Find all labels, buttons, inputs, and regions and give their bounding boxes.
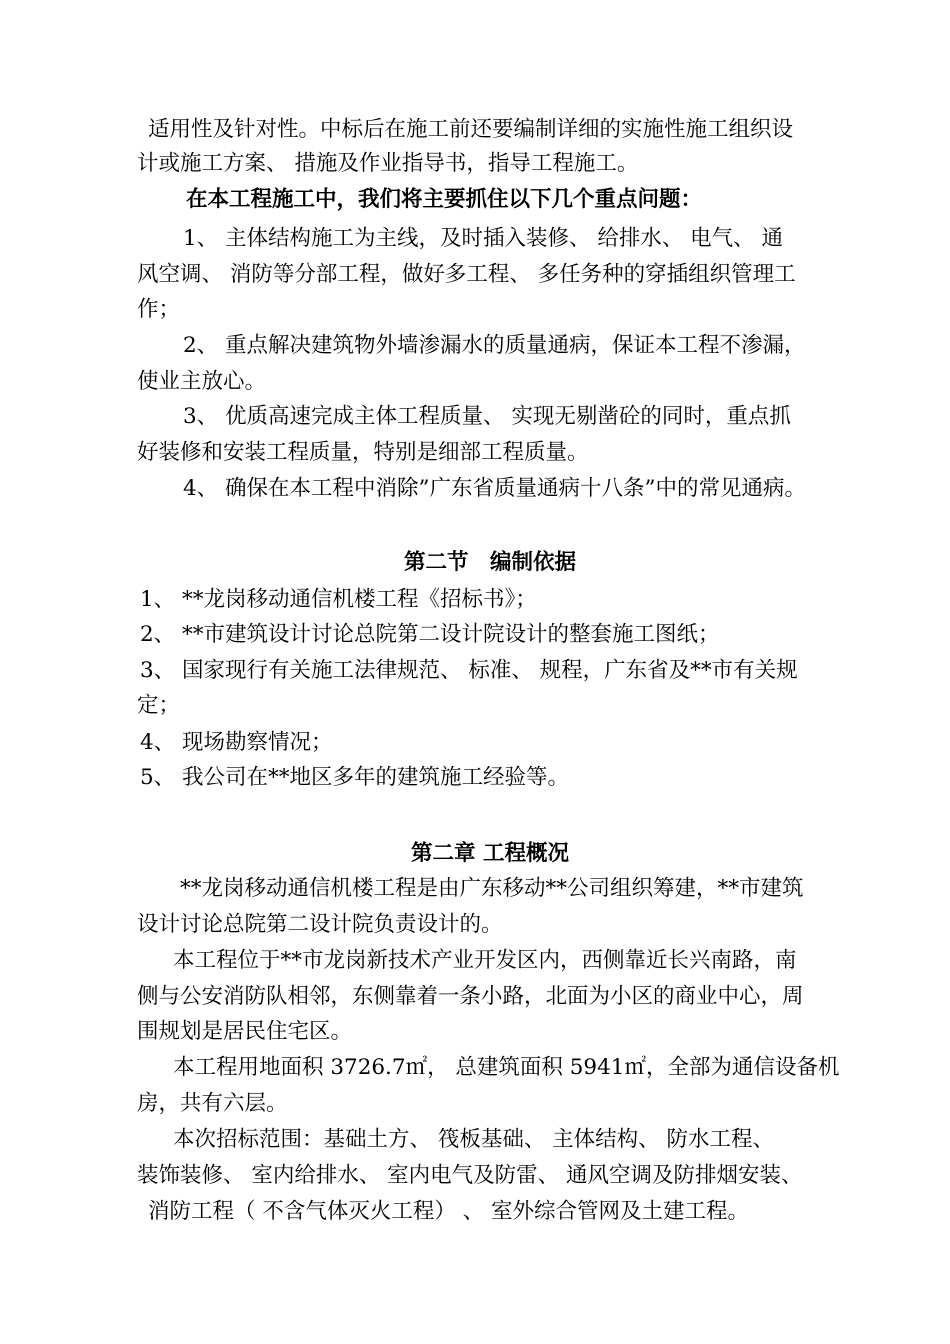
body-text-line: **龙岗移动通信机楼工程是由广东移动**公司组织筹建，**市建筑	[180, 876, 804, 901]
section-heading: 第二节 编制依据	[404, 550, 577, 575]
body-text-line: 本次招标范围：基础土方、 筏板基础、 主体结构、 防水工程、	[173, 1127, 775, 1152]
list-item-text: 2、 **市建筑设计讨论总院第二设计院设计的整套施工图纸；	[140, 622, 720, 647]
body-text-line: 适用性及针对性。中标后在施工前还要编制详细的实施性施工组织设	[148, 117, 794, 142]
list-item-text: 4、 现场勘察情况；	[140, 730, 333, 755]
list-item-text: 作；	[137, 297, 181, 322]
list-item-text: 2、 重点解决建筑物外墙渗漏水的质量通病，保证本工程不渗漏，	[183, 333, 806, 358]
body-text-line: 围规划是居民住宅区。	[137, 1019, 353, 1044]
body-text-line: 本工程用地面积 3726.7㎡， 总建筑面积 5941㎡，全部为通信设备机	[173, 1055, 840, 1080]
section-lead-heading: 在本工程施工中，我们将主要抓住以下几个重点问题：	[186, 187, 703, 212]
list-item-text: 3、 优质高速完成主体工程质量、 实现无剔凿砼的同时，重点抓	[183, 404, 791, 429]
list-item-text: 1、 主体结构施工为主线，及时插入装修、 给排水、 电气、 通	[183, 226, 784, 251]
body-text-line: 装饰装修、 室内给排水、 室内电气及防雷、 通风空调及防排烟安装、	[137, 1163, 803, 1188]
list-item-text: 1、 **龙岗移动通信机楼工程《招标书》；	[140, 587, 537, 612]
list-item-text: 5、 我公司在**地区多年的建筑施工经验等。	[140, 765, 570, 790]
list-item-text: 使业主放心。	[137, 369, 267, 394]
list-item-text: 3、 国家现行有关施工法律规范、 标准、 规程，广东省及**市有关规	[140, 658, 798, 683]
body-text-line: 本工程位于**市龙岗新技术产业开发区内，西侧靠近长兴南路，南	[173, 948, 797, 973]
body-text-line: 计或施工方案、 措施及作业指导书，指导工程施工。	[137, 151, 639, 176]
body-text-line: 房，共有六层。	[137, 1091, 288, 1116]
list-item-text: 定；	[137, 693, 181, 718]
body-text-line: 侧与公安消防队相邻，东侧靠着一条小路，北面为小区的商业中心，周	[137, 984, 804, 1009]
list-item-text: 4、 确保在本工程中消除”广东省质量通病十八条”中的常见通病。	[183, 476, 806, 501]
body-text-line: 消防工程（ 不含气体灭火工程） 、 室外综合管网及土建工程。	[148, 1199, 750, 1224]
body-text-line: 设计讨论总院第二设计院负责设计的。	[137, 912, 503, 937]
list-item-text: 好装修和安装工程质量，特别是细部工程质量。	[137, 440, 589, 465]
chapter-heading: 第二章 工程概况	[411, 841, 569, 866]
list-item-text: 风空调、 消防等分部工程，做好多工程、 多任务种的穿插组织管理工	[137, 262, 796, 287]
